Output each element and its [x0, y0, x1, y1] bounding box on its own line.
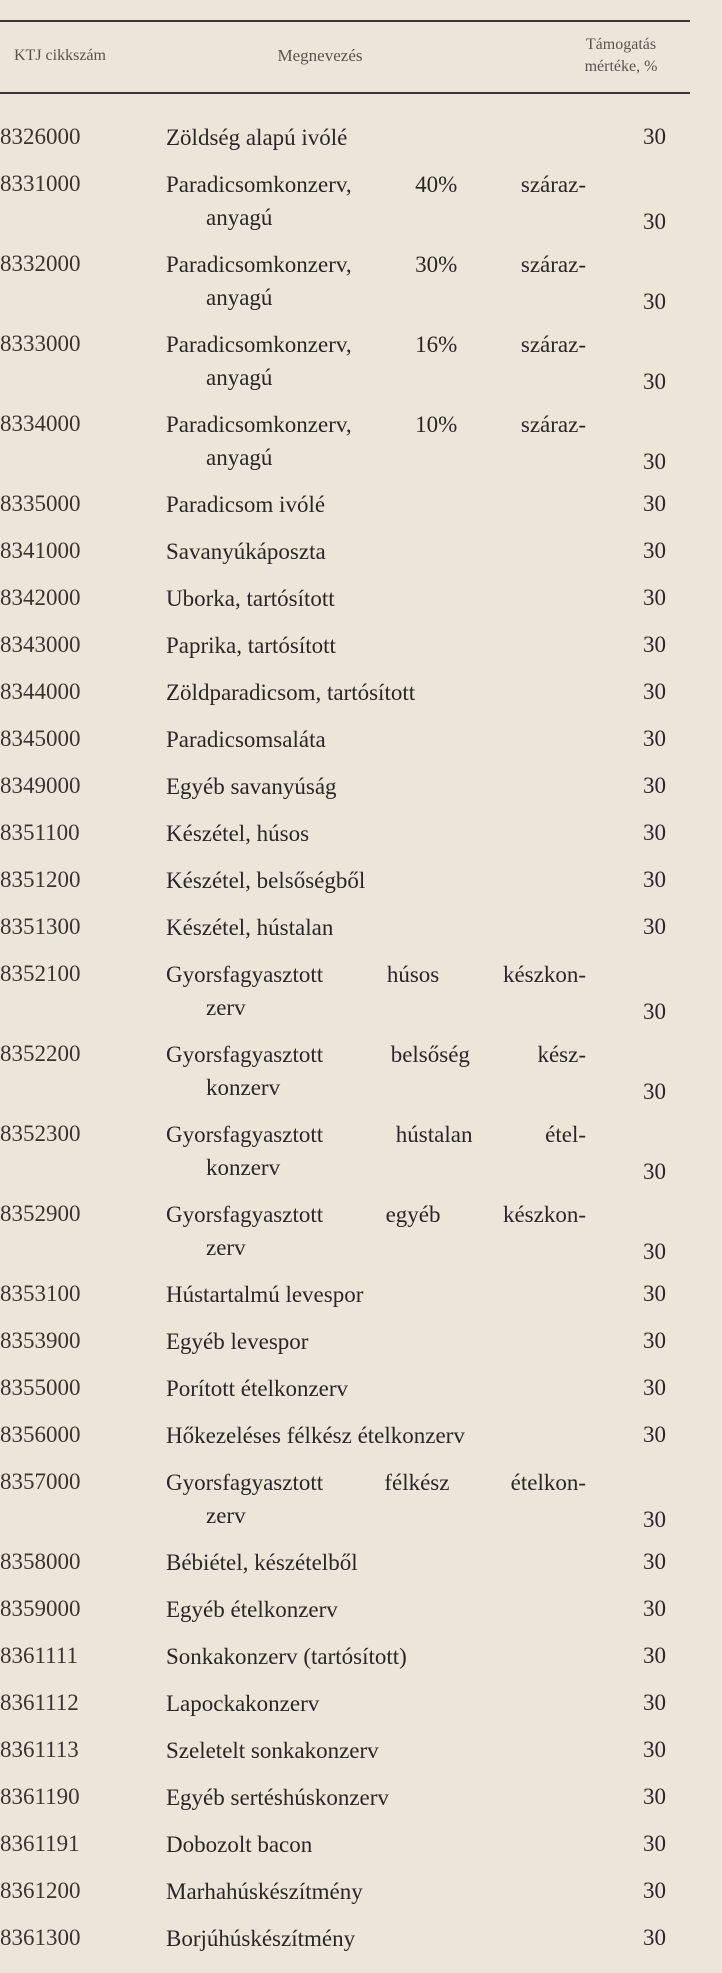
table-body	[0, 125, 690, 1973]
cell-code: 8326000	[0, 124, 81, 149]
cell-support-percent: 30	[643, 820, 666, 845]
cell-name	[166, 864, 586, 897]
cell-name	[166, 817, 586, 850]
cell-code: 8361300	[0, 1925, 81, 1950]
table-row	[0, 1122, 690, 1202]
cell-name	[166, 535, 586, 568]
cell-name-line: anyagú	[206, 285, 273, 310]
cell-name	[166, 328, 586, 394]
cell-code: 8361191	[0, 1831, 80, 1856]
cell-name	[166, 1198, 586, 1264]
cell-name	[166, 582, 586, 615]
cell-support-percent: 30	[643, 449, 666, 474]
cell-name-line: Paradicsomkonzerv, 30% száraz-	[166, 252, 586, 277]
cell-support-percent: 30	[643, 538, 666, 563]
cell-name	[166, 629, 586, 662]
table-row	[0, 1644, 690, 1691]
cell-name-line: Paradicsomkonzerv, 16% száraz-	[166, 332, 586, 357]
cell-name-line: Bébiétel, készételből	[166, 1550, 358, 1575]
cell-name-line: Gyorsfagyasztott húsos készkon-	[166, 962, 586, 987]
cell-code: 8361190	[0, 1784, 80, 1809]
cell-code: 8356000	[0, 1422, 81, 1447]
cell-support-percent: 30	[643, 1375, 666, 1400]
table-row	[0, 1597, 690, 1644]
table-row	[0, 962, 690, 1042]
table-row	[0, 868, 690, 915]
cell-code: 8351100	[0, 820, 80, 845]
cell-name-line: zerv	[206, 1503, 246, 1528]
cell-name	[166, 911, 586, 944]
table-row	[0, 1691, 690, 1738]
table-row	[0, 1423, 690, 1470]
cell-name-line: Gyorsfagyasztott hústalan étel-	[166, 1122, 586, 1147]
cell-code: 8358000	[0, 1549, 81, 1574]
cell-code: 8331000	[0, 171, 81, 196]
column-header-support	[552, 20, 690, 92]
column-header-name: Megnevezés	[277, 46, 363, 65]
cell-name-line: Paradicsom ivólé	[166, 492, 326, 517]
cell-support-percent: 30	[643, 1737, 666, 1762]
cell-name-line: Gyorsfagyasztott félkész ételkon-	[166, 1470, 586, 1495]
cell-name	[166, 1593, 586, 1626]
table-row	[0, 727, 690, 774]
cell-name-line: zerv	[206, 1235, 246, 1260]
cell-code: 8361113	[0, 1737, 79, 1762]
cell-name	[166, 958, 586, 1024]
table-row	[0, 172, 690, 252]
cell-name	[166, 770, 586, 803]
cell-name-line: Készétel, belsőségből	[166, 868, 366, 893]
cell-name-line: anyagú	[206, 445, 273, 470]
cell-name-line: Borjúhúskészítmény	[166, 1926, 356, 1951]
cell-name	[166, 488, 586, 521]
cell-name	[166, 1687, 586, 1720]
cell-support-percent: 30	[643, 124, 666, 149]
cell-code: 8353100	[0, 1281, 81, 1306]
cell-name-line: Gyorsfagyasztott egyéb készkon-	[166, 1202, 586, 1227]
table-row	[0, 633, 690, 680]
cell-name	[166, 408, 586, 474]
cell-support-percent: 30	[643, 679, 666, 704]
table-row	[0, 1785, 690, 1832]
cell-support-percent: 30	[643, 1690, 666, 1715]
cell-code: 8345000	[0, 726, 81, 751]
cell-name	[166, 1922, 586, 1955]
cell-code: 8355000	[0, 1375, 81, 1400]
cell-name-line: Marhahúskészítmény	[166, 1879, 363, 1904]
cell-name-line: Készétel, húsos	[166, 821, 310, 846]
cell-support-percent: 30	[643, 289, 666, 314]
cell-support-percent: 30	[643, 1079, 666, 1104]
table-row	[0, 821, 690, 868]
cell-name	[166, 121, 586, 154]
cell-name-line: Sonkakonzerv (tartósított)	[166, 1644, 407, 1669]
table-row	[0, 1376, 690, 1423]
table-row	[0, 412, 690, 492]
cell-code: 8351200	[0, 867, 81, 892]
cell-name-line: anyagú	[206, 365, 273, 390]
cell-name-line: Paprika, tartósított	[166, 633, 336, 658]
cell-name	[166, 168, 586, 234]
table-row	[0, 1042, 690, 1122]
cell-name	[166, 1828, 586, 1861]
table-row	[0, 1879, 690, 1926]
cell-name	[166, 676, 586, 709]
cell-name-line: Zöldparadicsom, tartósított	[166, 680, 416, 705]
cell-support-percent: 30	[643, 999, 666, 1024]
cell-support-percent: 30	[643, 1507, 666, 1532]
cell-support-percent: 30	[643, 1328, 666, 1353]
cell-code: 8342000	[0, 585, 81, 610]
cell-support-percent: 30	[643, 1831, 666, 1856]
cell-support-percent: 30	[643, 491, 666, 516]
cell-support-percent: 30	[643, 1784, 666, 1809]
cell-support-percent: 30	[643, 914, 666, 939]
cell-name-line: Dobozolt bacon	[166, 1832, 313, 1857]
cell-name	[166, 1278, 586, 1311]
cell-support-percent: 30	[643, 1643, 666, 1668]
cell-code: 8359000	[0, 1596, 81, 1621]
cell-name-line: Egyéb sertéshúskonzerv	[166, 1785, 389, 1810]
cell-name-line: konzerv	[206, 1155, 281, 1180]
cell-code: 8333000	[0, 331, 81, 356]
cell-support-percent: 30	[643, 1925, 666, 1950]
cell-support-percent: 30	[643, 1281, 666, 1306]
cell-code: 8353900	[0, 1328, 81, 1353]
cell-code: 8344000	[0, 679, 81, 704]
cell-name	[166, 248, 586, 314]
cell-support-percent: 30	[643, 773, 666, 798]
cell-code: 8349000	[0, 773, 81, 798]
column-header-support-line2: mértéke, %	[584, 58, 658, 75]
cell-name-line: Zöldség alapú ivólé	[166, 125, 348, 150]
cell-support-percent: 30	[643, 726, 666, 751]
table-row	[0, 492, 690, 539]
cell-name	[166, 1419, 586, 1452]
cell-support-percent: 30	[643, 1239, 666, 1264]
cell-name-line: Uborka, tartósított	[166, 586, 335, 611]
cell-support-percent: 30	[643, 1422, 666, 1447]
cell-name-line: konzerv	[206, 1075, 281, 1100]
table-row	[0, 1329, 690, 1376]
cell-code: 8341000	[0, 538, 81, 563]
cell-support-percent: 30	[643, 1596, 666, 1621]
cell-name	[166, 723, 586, 756]
cell-name-line: anyagú	[206, 205, 273, 230]
table-row	[0, 1202, 690, 1282]
cell-name-line: Egyéb levespor	[166, 1329, 309, 1354]
cell-name-line: Paradicsomkonzerv, 10% száraz-	[166, 412, 586, 437]
cell-name-line: Paradicsomsaláta	[166, 727, 326, 752]
table-row	[0, 1832, 690, 1879]
cell-support-percent: 30	[643, 1878, 666, 1903]
table-row	[0, 1738, 690, 1785]
table-row	[0, 125, 690, 172]
cell-name	[166, 1546, 586, 1579]
cell-name-line: Hústartalmú levespor	[166, 1282, 364, 1307]
cell-name-line: zerv	[206, 995, 246, 1020]
table-row	[0, 1926, 690, 1973]
cell-name	[166, 1640, 586, 1673]
table-row	[0, 680, 690, 727]
cell-support-percent: 30	[643, 632, 666, 657]
table-row	[0, 586, 690, 633]
cell-name	[166, 1875, 586, 1908]
table-row	[0, 252, 690, 332]
table-row	[0, 539, 690, 586]
cell-support-percent: 30	[643, 1549, 666, 1574]
cell-support-percent: 30	[643, 369, 666, 394]
cell-code: 8361112	[0, 1690, 79, 1715]
table-row	[0, 774, 690, 821]
cell-name-line: Lapockakonzerv	[166, 1691, 320, 1716]
table-row	[0, 1550, 690, 1597]
cell-support-percent: 30	[643, 867, 666, 892]
cell-name	[166, 1038, 586, 1104]
cell-support-percent: 30	[643, 209, 666, 234]
cell-code: 8335000	[0, 491, 81, 516]
cell-code: 8352200	[0, 1041, 81, 1066]
table-row	[0, 332, 690, 412]
cell-code: 8352900	[0, 1201, 81, 1226]
cell-name-line: Egyéb savanyúság	[166, 774, 337, 799]
cell-name-line: Egyéb ételkonzerv	[166, 1597, 338, 1622]
cell-name	[166, 1466, 586, 1532]
cell-code: 8361111	[0, 1643, 78, 1668]
cell-name-line: Paradicsomkonzerv, 40% száraz-	[166, 172, 586, 197]
cell-name-line: Porított ételkonzerv	[166, 1376, 349, 1401]
cell-name	[166, 1118, 586, 1184]
header-bottom-rule	[0, 92, 690, 94]
table-row	[0, 915, 690, 962]
cell-name	[166, 1781, 586, 1814]
cell-code: 8334000	[0, 411, 81, 436]
cell-code: 8361200	[0, 1878, 81, 1903]
cell-support-percent: 30	[643, 1159, 666, 1184]
cell-name-line: Gyorsfagyasztott belsőség kész-	[166, 1042, 586, 1067]
cell-name-line: Hőkezeléses félkész ételkonzerv	[166, 1423, 465, 1448]
cell-code: 8352300	[0, 1121, 81, 1146]
cell-code: 8343000	[0, 632, 81, 657]
cell-code: 8352100	[0, 961, 81, 986]
cell-name-line: Szeletelt sonkakonzerv	[166, 1738, 379, 1763]
column-header-support-line1: Támogatás	[585, 36, 657, 53]
cell-name-line: Készétel, hústalan	[166, 915, 334, 940]
cell-name	[166, 1734, 586, 1767]
table-row	[0, 1470, 690, 1550]
cell-name-line: Savanyúkáposzta	[166, 539, 326, 564]
cell-support-percent: 30	[643, 585, 666, 610]
column-header-code: KTJ cikkszám	[14, 47, 106, 64]
cell-code: 8357000	[0, 1469, 81, 1494]
cell-code: 8351300	[0, 914, 81, 939]
cell-name	[166, 1325, 586, 1358]
table-row	[0, 1282, 690, 1329]
cell-code: 8332000	[0, 251, 81, 276]
cell-name	[166, 1372, 586, 1405]
